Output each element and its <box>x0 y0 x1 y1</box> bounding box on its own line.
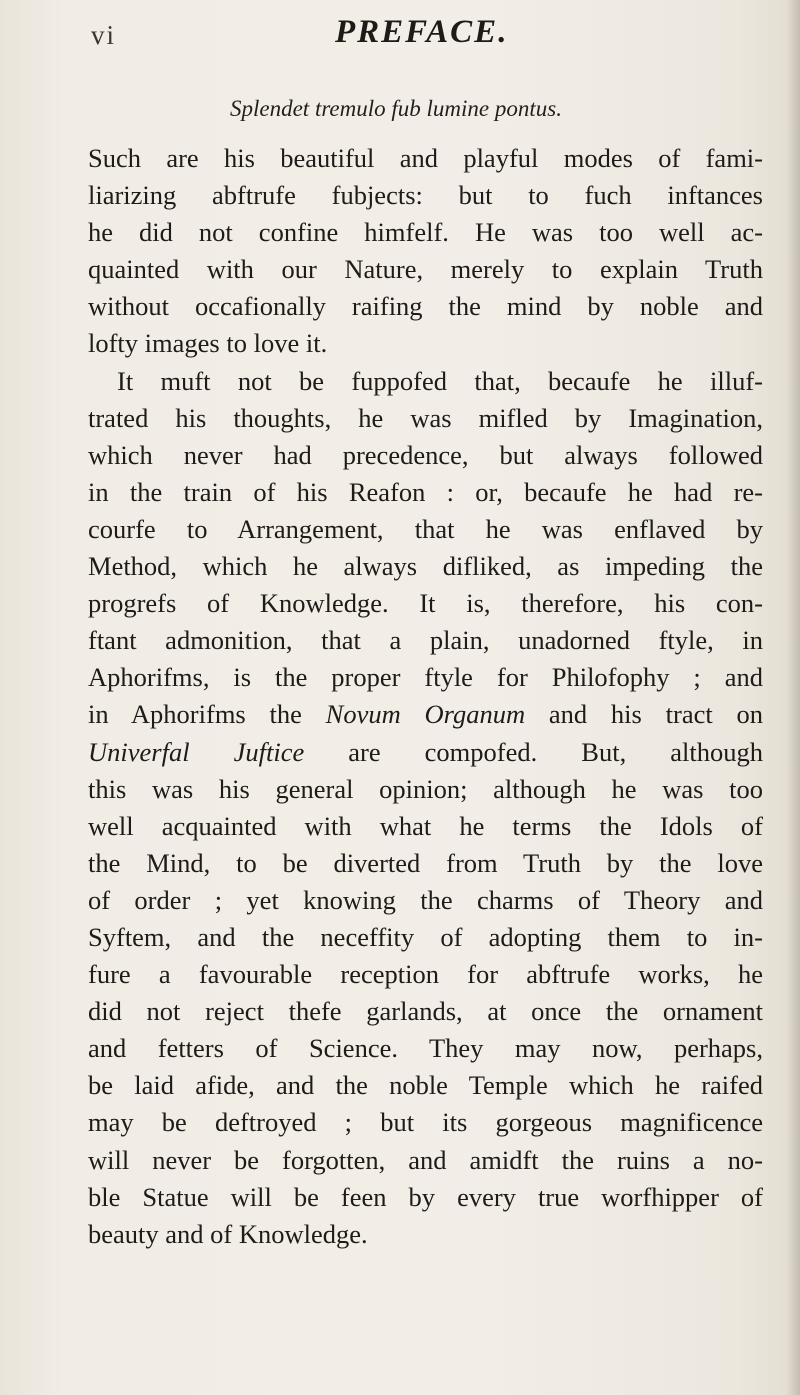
text-line: fure a favourable reception for abftrufe works, he <box>88 959 763 990</box>
text-line: Method, which he always difliked, as impeding the <box>88 551 763 582</box>
text-line: trated his thoughts, he was mifled by Imagination, <box>88 402 763 433</box>
text-line: liarizing abftrufe fubjects: but to fuch inftances <box>88 180 763 211</box>
text-line: progrefs of Knowledge. It is, therefore, his con- <box>88 588 763 619</box>
text-line: be laid afide, and the noble Temple which he raifed <box>88 1070 763 1101</box>
epigraph: Splendet tremulo fub lumine pontus. <box>230 96 562 121</box>
text-line: he did not confine himfelf. He was too well ac- <box>88 217 763 248</box>
text-line: ble Statue will be feen by every true worfhipper of <box>88 1181 763 1212</box>
text-line: may be deftroyed ; but its gorgeous magnificence <box>88 1107 763 1138</box>
text-line: and fetters of Science. They may now, perhaps, <box>88 1033 763 1064</box>
text-line: Aphorifms, is the proper ftyle for Philofophy ; and <box>88 662 763 693</box>
text-line: Such are his beautiful and playful modes of fami- <box>88 143 763 173</box>
italic-title: Univerfal Juftice <box>88 736 305 767</box>
text-line: courfe to Arrangement, that he was enflaved by <box>88 513 763 544</box>
text-line: the Mind, to be diverted from Truth by the love <box>88 847 763 878</box>
text-line: in the train of his Reafon : or, becaufe he had re- <box>88 476 763 507</box>
text-line: will never be forgotten, and amidft the ruins a no- <box>88 1144 763 1175</box>
body-text <box>88 140 763 1253</box>
text-line: of order ; yet knowing the charms of Theory and <box>88 884 763 915</box>
text-line: which never had precedence, but always followed <box>88 439 763 470</box>
page-number: vi <box>91 20 117 50</box>
text-line: without occafionally raifing the mind by noble and <box>88 291 763 322</box>
italic-title: Novum Organum <box>325 699 526 730</box>
text-line: lofty images to love it. <box>88 328 328 359</box>
text-line-with-italic: Univerfal Juftice are compofed. But, although <box>88 736 763 767</box>
text-line: ftant admonition, that a plain, unadorned ftyle, in <box>88 625 763 656</box>
text-line: beauty and of Knowledge. <box>88 1218 368 1249</box>
running-title: PREFACE. <box>335 14 509 50</box>
page-edge-shadow <box>786 0 800 1395</box>
text-line: did not reject thefe garlands, at once the ornament <box>88 996 763 1027</box>
text-line: well acquainted with what he terms the Idols of <box>88 810 763 841</box>
text-line: Syftem, and the neceffity of adopting them to in- <box>88 921 763 952</box>
text-line: this was his general opinion; although he was too <box>88 773 763 804</box>
text-line-with-italic: in Aphorifms the Novum Organum and his tract on <box>88 699 763 730</box>
page-header <box>0 14 800 64</box>
text-line: quainted with our Nature, merely to explain Truth <box>88 254 763 285</box>
text-line: It muft not be fuppofed that, becaufe he illuf- <box>117 365 763 396</box>
